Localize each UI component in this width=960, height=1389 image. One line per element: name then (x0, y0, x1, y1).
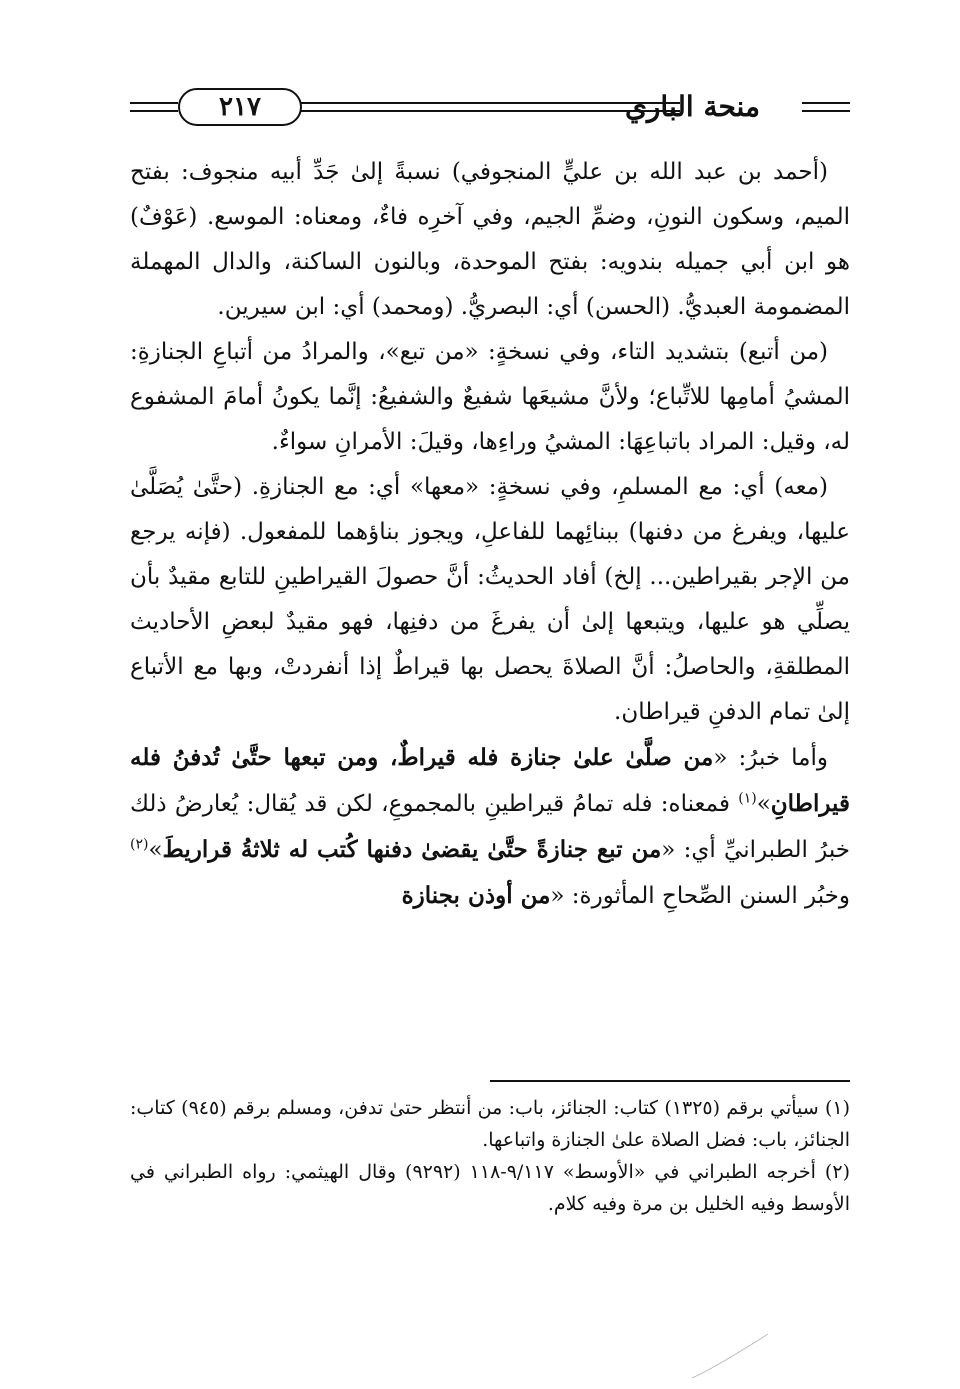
header-rule-right-bottom (802, 110, 850, 112)
hadith-quote-3: من أوذن بجنازة (401, 882, 551, 909)
p4-text-a: وأما خبرُ: « (713, 745, 828, 771)
page-number-badge: ٢١٧ (178, 88, 302, 126)
header-rule-left-bottom (130, 110, 178, 112)
p4-text-d: فمعناه: فله تمامُ قيراطينِ بالمجموعِ، لكن قد يُقال: يُعارضُ ذلك خبرُ الطبرانيِّ أي: « (130, 791, 850, 863)
main-text (130, 150, 850, 919)
footnote-2: (٢) أخرجه الطبراني في «الأوسط» ٩/١١٧-١١٨ (٩٢٩٢) وقال الهيثمي: رواه الطبراني في الأوسط وفيه الخليل بن مرة وفيه كلام. (130, 1161, 850, 1215)
hadith-quote-2: من تبع جنازةً حتَّىٰ يقضىٰ دفنها كُتب له ثلاثةُ قراريطَ (162, 836, 662, 863)
book-title: منحة الباري (624, 90, 760, 123)
p4-text-g: وخبُر السنن الصِّحاحِ المأثورة: « (550, 883, 850, 909)
pencil-mark (690, 1330, 770, 1380)
footnote-separator (490, 1080, 850, 1082)
footnote-ref-2[interactable]: (٢) (130, 836, 149, 853)
p4-text-c: » (756, 791, 771, 817)
header-rule-middle-top (298, 102, 680, 104)
footnote-ref-1[interactable]: (١) (738, 790, 757, 807)
header-rule-left-top (130, 102, 178, 104)
paragraph-3: (معه) أي: مع المسلمِ، وفي نسخةٍ: «معها» أي: مع الجنازةِ. (حتَّىٰ يُصَلَّىٰ عليها، ويفرغ من دفنها) ببنائِهما للفاعلِ، ويجوز بناؤهما للمفعول. (فإنه يرجع من الإجر بقيراطين... إلخ) أفاد الحديثُ: أنَّ حصولَ القيراطينِ للتابع مقيدٌ بأن يصلِّي هو عليها، ويتبعها إلىٰ أن يفرغَ من دفنِها، فهو مقيدٌ لبعضِ الأحاديث المطلقةِ، والحاصلُ: أنَّ الصلاةَ يحصل بها قيراطٌ إذا أنفردتْ، وبها مع الأتباع إلىٰ تمام الدفنِ قيراطان. (130, 474, 850, 725)
p4-text-f: » (148, 837, 163, 863)
footnotes (130, 1092, 850, 1220)
hadith-quote-1: من صلَّىٰ علىٰ جنازة فله قيراطٌ، ومن تبعها حتَّىٰ تُدفنُ فله قيراطانِ (130, 744, 850, 817)
paragraph-1: (أحمد بن عبد الله بن عليٍّ المنجوفي) نسبةً إلىٰ جَدِّ أبيه منجوف: بفتح الميم، وسكون النونِ، وضمِّ الجيم، وفي آخرِه فاءٌ، ومعناه: الموسع. (عَوْفٌ) هو ابن أبي جميله بندويه: بفتح الموحدة، وبالنون الساكنة، والدال المهملة المضمومة العبديُّ. (الحسن) أي: البصريُّ. (ومحمد) أي: ابن سيرين. (130, 159, 850, 320)
header-rule-right-top (802, 102, 850, 104)
page-header (130, 88, 850, 128)
header-rule-middle-bottom (298, 110, 680, 112)
paragraph-2: (من أتبع) بتشديد التاء، وفي نسخةٍ: «من تبع»، والمرادُ من أتباعِ الجنازةِ: المشيُ أمامِها للاتِّباع؛ ولأنَّ مشيعَها شفيعٌ والشفيعُ: إنَّما يكونُ أمامَ المشفوع له، وقيل: المراد باتباعِهَا: المشيُ وراءِها، وقيلَ: الأمرانِ سواءٌ. (130, 339, 850, 455)
paragraph-4 (130, 735, 850, 919)
footnote-1: (١) سيأتي برقم (١٣٢٥) كتاب: الجنائز، باب: من أنتظر حتىٰ تدفن، ومسلم برقم (٩٤٥) كتاب: الجنائز، باب: فضل الصلاة علىٰ الجنازة واتباعها. (130, 1097, 851, 1151)
